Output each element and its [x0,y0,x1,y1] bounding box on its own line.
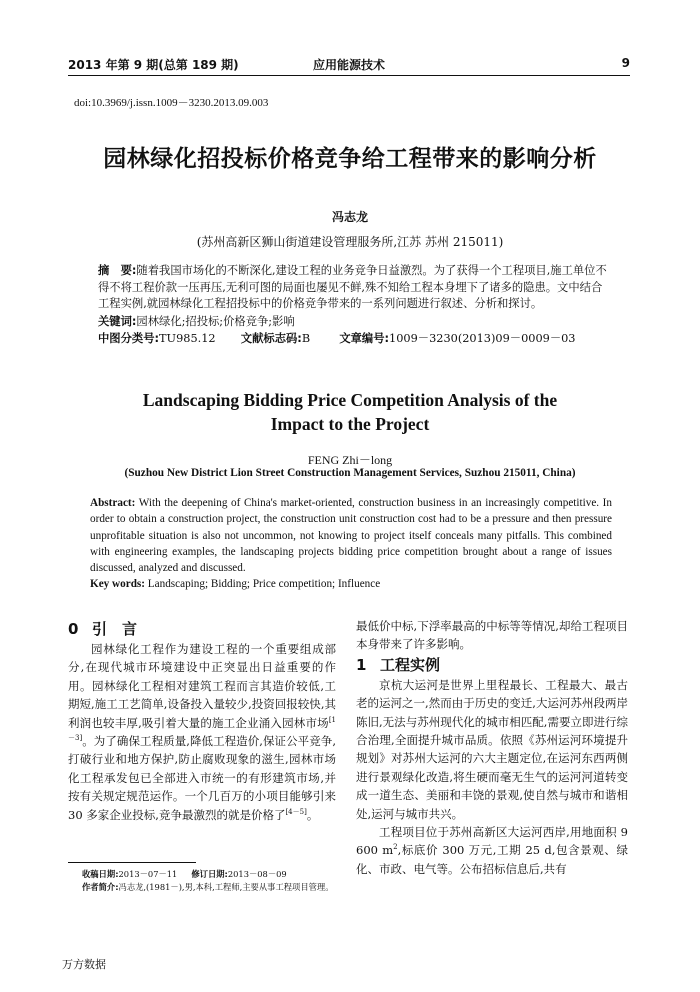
received-date: 2013－07－11 [118,869,178,879]
page-number: 9 [621,56,630,70]
footer-watermark: 万方数据 [62,958,106,971]
header-rule [68,75,630,76]
title-english-line1: Landscaping Bidding Price Competition Analysis of the [142,390,558,410]
bio-text: 冯志龙,(1981－),男,本科,工程师,主要从事工程项目管理。 [118,881,334,892]
keywords-chinese-text: 园林绿化;招投标;价格竞争;影响 [136,314,295,328]
keywords-english [90,576,612,592]
abstract-english [90,495,612,593]
body-column-left [68,618,336,824]
clc-value: TU985.12 [159,332,216,345]
paragraph-text: 。为了确保工程质量,降低工程造价,保证公平竞争,打破行业和地方保护,防止腐败现象的滋生,园林市场化工程承发包已全部进入市统一的有形建筑市场,并按有关规定规范运作。一个几百万的小项目能够引来 30 多家企业投标,竞争最激烈的就是价格了 [68,734,336,822]
paragraph-text: 。 [306,807,319,822]
doi[interactable]: doi:10.3969/j.issn.1009－3230.2013.09.003 [74,97,269,109]
author-chinese: 冯志龙 [331,210,368,224]
citation[interactable]: [1－3] [68,715,336,743]
footnote [82,868,344,893]
section-title: 工程实例 [380,655,441,674]
body-column-right [356,617,628,878]
title-english [0,388,700,436]
abstract-chinese [98,263,610,348]
title-chinese: 园林绿化招投标价格竞争给工程带来的影响分析 [103,146,597,172]
author-english: FENG Zhi－long [307,453,393,467]
paragraph [356,823,628,878]
abstract-chinese-text: 随着我国市场化的不断深化,建设工程的业务竞争日益激烈。为了获得一个工程项目,施工单位不得不将工程价款一压再压,无利可图的局面也屡见不鲜,殊不知给工程本身埋下了诸多的隐患。文中结合工程实例,就园林绿化工程招投标中的价格竞争带来的一系列问题进行叙述、分析和探讨。 [98,264,607,310]
abstract-english-body [90,495,612,576]
paragraph [68,640,336,824]
affiliation-english: (Suzhou New District Lion Street Construction Management Services, Suzhou 215011, China) [124,467,576,479]
keywords-label: 关键词: [98,314,137,328]
section-heading-introduction [68,618,336,640]
footnote-bio [82,881,344,894]
bio-label: 作者简介: [82,881,119,892]
article-no-field [339,331,575,348]
keywords-chinese [98,314,610,331]
abstract-label: 摘 要: [98,264,137,277]
journal-name: 应用能源技术 [312,58,386,72]
citation[interactable]: [4－5] [285,807,307,816]
classification-line [98,331,610,348]
section-heading-project-example [356,654,628,676]
paragraph-text: 工程项目位于苏州高新区大运河西岸,用地面积 9 600 m [356,825,628,858]
clc-field [98,331,216,348]
section-number: 1 [356,655,367,674]
doc-code-field [241,331,310,348]
paragraph-continuation: 最低价中标,下浮率最高的中标等等情况,却给工程项目本身带来了许多影响。 [356,619,628,652]
footnote-rule [68,862,196,863]
received-label: 收稿日期: [82,869,119,879]
superscript: 2 [393,843,398,852]
clc-label: 中图分类号: [98,332,160,345]
revised-label: 修订日期: [191,869,228,879]
paragraph: 京杭大运河是世界上里程最长、工程最大、最古老的运河之一,然而由于历史的变迁,大运河苏州段两岸陈旧,无法与苏州现代化的城市相匹配,需要立即进行综合治理,全面提升城市品质。依照《苏州运河环境提升规划》对苏州大运河的六大主题定位,在运河东西两侧进行景观绿化改造,将生硬而毫无生气的运河河道转变成一道生态、美丽和丰饶的景观,使自然与城市和谐相处,运河与城市共兴。 [356,677,628,821]
running-header [68,56,630,72]
doc-code-label: 文献标志码: [240,332,302,345]
section-title: 引 言 [92,620,138,638]
affiliation-chinese: (苏州高新区狮山街道建设管理服务所,江苏 苏州 215011) [196,235,504,249]
doc-code-value: B [301,332,311,345]
footnote-dates [82,868,344,881]
abstract-english-label: Abstract: [90,497,136,509]
paragraph-text: ,标底价 300 万元,工期 25 d,包含景观、绿化、市政、电气等。公布招标信息后,共有 [356,843,628,876]
paragraph-text: 园林绿化工程作为建设工程的一个重要组成部分,在现代城市环境建设中正突显出日益重要的作用。园林绿化工程相对建筑工程而言其造价较低,工期短,施工工艺简单,设备投入量较少,投资回报较快,其利润也较丰厚,吸引着大量的施工企业涌入园林市场 [68,642,336,730]
abstract-english-text: With the deepening of China's market-oriented, construction business in an increasingly competitive. In order to obtain a construction project, the construction unit construction cost had to be a pressure and then pressure unprofitable situation is also not uncommon, not knowing to project itself conceals many pitfalls. This combined with engineering examples, the landscaping projects bidding price competition brought about a range of issues discussed, analyzed and discussed. [90,497,612,575]
issue-info: 2013 年第 9 期(总第 189 期) [68,58,239,72]
keywords-english-text: Landscaping; Bidding; Price competition; Influence [147,578,381,591]
abstract-chinese-body [98,263,610,313]
article-no-value: 1009－3230(2013)09－0009－03 [389,332,576,345]
section-number: 0 [68,620,79,638]
keywords-english-label: Key words: [90,578,145,591]
article-no-label: 文章编号: [339,332,390,345]
revised-date: 2013－08－09 [227,869,287,879]
title-english-line2: Impact to the Project [270,414,430,434]
